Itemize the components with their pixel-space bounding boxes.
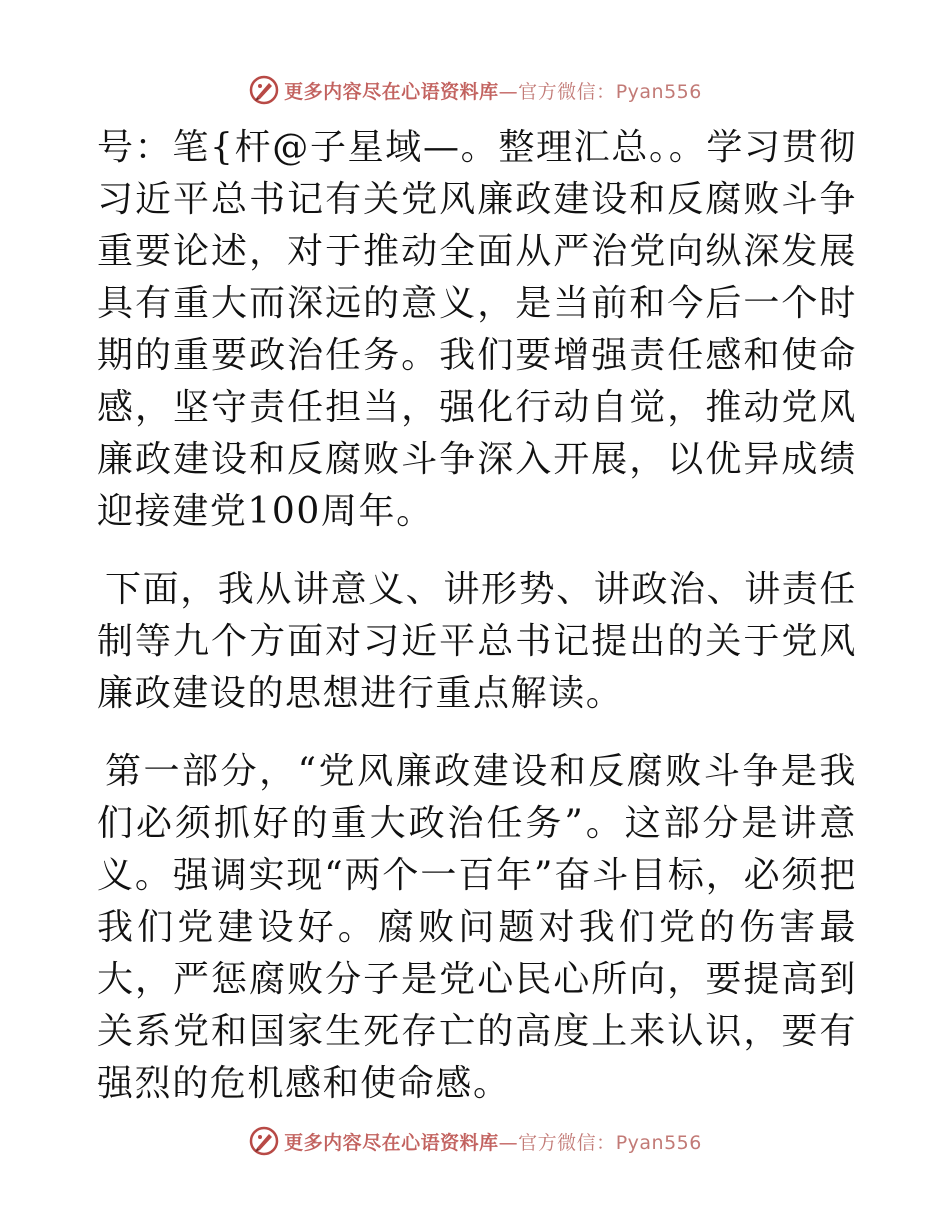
header-banner-official: 官方微信： [518,80,616,103]
paragraph-gap [97,538,857,564]
pen-logo-icon [248,1125,280,1157]
header-banner-separator: — [498,80,519,103]
footer-banner-separator: — [498,1131,519,1154]
paragraph-1: 号：笔{杆@子星域—。整理汇总。。学习贯彻习近平总书记有关党风廉政建设和反腐败斗争重要论述，对于推动全面从严治党向纵深发展具有重大而深远的意义，是当前和今后一个时期的重要政治任务。我们要增强责任感和使命感，坚守责任担当，强化行动自觉，推动党风廉政建设和反腐败斗争深入开展，以优异成绩迎接建党100周年。 [97,127,857,532]
paragraph-gap [97,720,857,746]
header-banner-wechat-id: Pyan556 [615,80,702,103]
header-banner-main: 更多内容尽在心语资料库 [284,80,499,103]
document-body [97,122,857,1110]
pen-logo-icon [248,74,280,106]
paragraph-3: 第一部分，“党风廉政建设和反腐败斗争是我们必须抓好的重大政治任务”。这部分是讲意义。强调实现“两个一百年”奋斗目标，必须把我们党建设好。腐败问题对我们党的伤害最大，严惩腐败分子是党心民心所向，要提高到关系党和国家生死存亡的高度上来认识，要有强烈的危机感和使命感。 [97,751,857,1104]
footer-banner-official: 官方微信： [518,1131,616,1154]
footer-banner [0,1123,950,1159]
header-banner [0,72,950,108]
footer-banner-main: 更多内容尽在心语资料库 [284,1131,499,1154]
paragraph-2: 下面，我从讲意义、讲形势、讲政治、讲责任制等九个方面对习近平总书记提出的关于党风廉政建设的思想进行重点解读。 [97,569,858,714]
footer-banner-text [284,1128,702,1155]
footer-banner-wechat-id: Pyan556 [615,1131,702,1154]
header-banner-text [284,77,702,104]
